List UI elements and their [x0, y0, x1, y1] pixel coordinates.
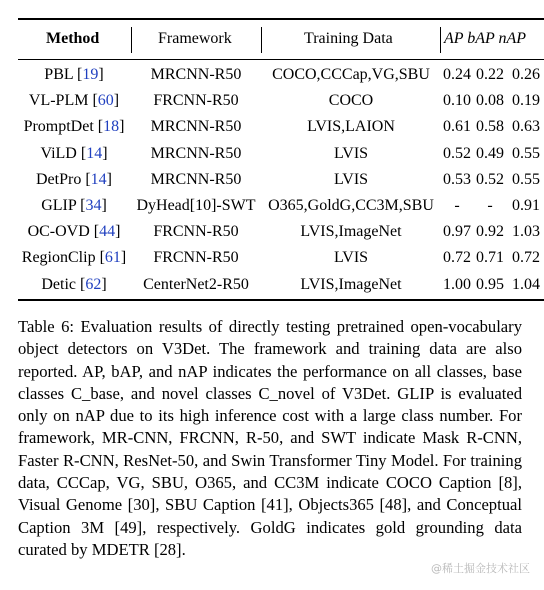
column-divider — [131, 27, 132, 53]
cell-nap: 0.19 — [512, 92, 540, 110]
cell-ap: 1.00 — [443, 275, 471, 293]
header-metrics: AP bAP nAP — [444, 30, 527, 47]
cell-nap: 0.55 — [512, 144, 540, 162]
citation-link[interactable]: [34] — [80, 197, 107, 214]
cell-method — [18, 66, 130, 84]
cell-training-data: LVIS,ImageNet — [300, 223, 402, 241]
cell-method — [18, 145, 130, 163]
cell-bap: 0.95 — [476, 275, 504, 293]
method-name: ViLD — [40, 144, 81, 162]
cell-method — [18, 276, 130, 294]
cell-training-data: COCO — [328, 92, 374, 110]
caption-label: Table 6: — [18, 317, 74, 336]
cell-framework: FRCNN-R50 — [153, 92, 239, 110]
cell-method — [18, 223, 130, 241]
cell-training-data: LVIS — [333, 170, 369, 188]
cell-framework: CenterNet2-R50 — [143, 275, 249, 293]
cell-framework: FRCNN-R50 — [153, 249, 239, 267]
cell-training-data: O365,GoldG,CC3M,SBU — [268, 197, 434, 214]
cell-nap: 0.55 — [512, 170, 540, 188]
table-row — [0, 145, 544, 171]
citation-link[interactable]: [14] — [80, 144, 108, 162]
cell-training-data: LVIS — [333, 144, 369, 162]
table-row — [0, 171, 544, 197]
column-divider — [440, 27, 441, 53]
cell-ap: 0.24 — [443, 66, 471, 83]
citation-link[interactable]: [18] — [97, 118, 125, 136]
table-mid-rule — [18, 59, 544, 60]
header-training-data: Training Data — [304, 30, 393, 47]
table-row — [0, 276, 544, 302]
cell-framework: FRCNN-R50 — [153, 223, 239, 241]
table-row — [0, 249, 544, 275]
cell-training-data: LVIS,LAION — [307, 118, 395, 136]
cell-bap: 0.92 — [476, 223, 504, 241]
cell-framework: MRCNN-R50 — [150, 118, 242, 136]
method-name: RegionClip — [21, 249, 100, 267]
method-name: GLIP — [41, 197, 81, 214]
method-name: Detic — [41, 275, 80, 293]
cell-nap: 0.91 — [512, 197, 540, 214]
citation-link[interactable]: [44] — [93, 223, 121, 241]
method-name: OC-OVD — [27, 223, 94, 241]
cell-training-data: LVIS,ImageNet — [300, 275, 402, 293]
column-divider — [261, 27, 262, 53]
cell-framework: DyHead[10]-SWT — [136, 197, 256, 214]
cell-method — [18, 249, 130, 267]
cell-ap: 0.10 — [443, 92, 471, 110]
cell-ap: 0.52 — [443, 144, 471, 162]
cell-bap: 0.08 — [476, 92, 504, 110]
cell-bap: 0.58 — [476, 118, 504, 136]
citation-link[interactable]: [60] — [92, 92, 120, 110]
cell-ap: 0.53 — [443, 170, 471, 188]
cell-training-data: COCO,CCCap,VG,SBU — [272, 66, 430, 83]
cell-nap: 1.03 — [512, 223, 540, 241]
caption-text-2: AP, bAP, and nAP indicates the performance on all classes, base classes C_base, and novel classes C_novel of V3Det. GLIP is evaluated only on nAP due to its high inference cost with a large class number. For framework, MR-CNN, FRCNN, R-50, and SWT indicate Mask R-CNN, Faster R-CNN, ResNet-50, and Swin Transformer Tiny Model. For training data, CCCap, VG, SBU, O365, and CC3M indicate COCO Caption [8], Visual Genome [30], SBU Caption [41], Objects365 [48], and Conceptual Caption 3M [49], respectively. GoldG indicates gold grounding data curated by MDETR [28]. — [18, 361, 523, 559]
method-name: PromptDet — [23, 118, 98, 136]
cell-nap: 1.04 — [512, 275, 540, 293]
caption-text-1: Evaluation results of directly testing pretrained open-vocabulary object detectors on V3Det. The framework and training data are also reported. — [18, 317, 522, 381]
citation-link[interactable]: [19] — [77, 66, 104, 83]
citation-link[interactable]: [61] — [99, 249, 127, 267]
cell-nap: 0.72 — [512, 249, 540, 267]
cell-method — [18, 171, 130, 189]
cell-framework: MRCNN-R50 — [150, 144, 242, 162]
method-name: VL-PLM — [28, 92, 93, 110]
method-name: DetPro — [36, 170, 86, 188]
method-name: PBL — [44, 66, 78, 83]
cell-bap: 0.49 — [476, 144, 504, 162]
cell-ap: - — [454, 197, 460, 214]
table-row — [0, 92, 544, 118]
cell-ap: 0.72 — [443, 249, 471, 267]
table-caption — [18, 316, 522, 561]
cell-training-data: LVIS — [333, 249, 369, 267]
cell-framework: MRCNN-R50 — [150, 66, 242, 83]
cell-method — [18, 92, 130, 110]
cell-bap: 0.71 — [476, 249, 504, 267]
cell-method — [18, 197, 130, 215]
cell-method — [18, 118, 130, 136]
table-row — [0, 66, 544, 92]
header-framework: Framework — [158, 30, 232, 47]
watermark: @稀土掘金技术社区 — [431, 562, 530, 575]
cell-ap: 0.61 — [443, 118, 471, 136]
cell-bap: 0.52 — [476, 170, 504, 188]
citation-link[interactable]: [14] — [85, 170, 112, 188]
table-row — [0, 223, 544, 249]
cell-nap: 0.63 — [512, 118, 540, 136]
header-method: Method — [46, 30, 100, 47]
table-row — [0, 197, 544, 223]
table-row — [0, 118, 544, 144]
table-top-rule — [18, 18, 544, 20]
cell-nap: 0.26 — [512, 66, 540, 83]
cell-ap: 0.97 — [443, 223, 471, 241]
cell-bap: - — [487, 197, 493, 214]
cell-framework: MRCNN-R50 — [150, 170, 242, 188]
citation-link[interactable]: [62] — [80, 275, 107, 293]
cell-bap: 0.22 — [476, 66, 504, 83]
